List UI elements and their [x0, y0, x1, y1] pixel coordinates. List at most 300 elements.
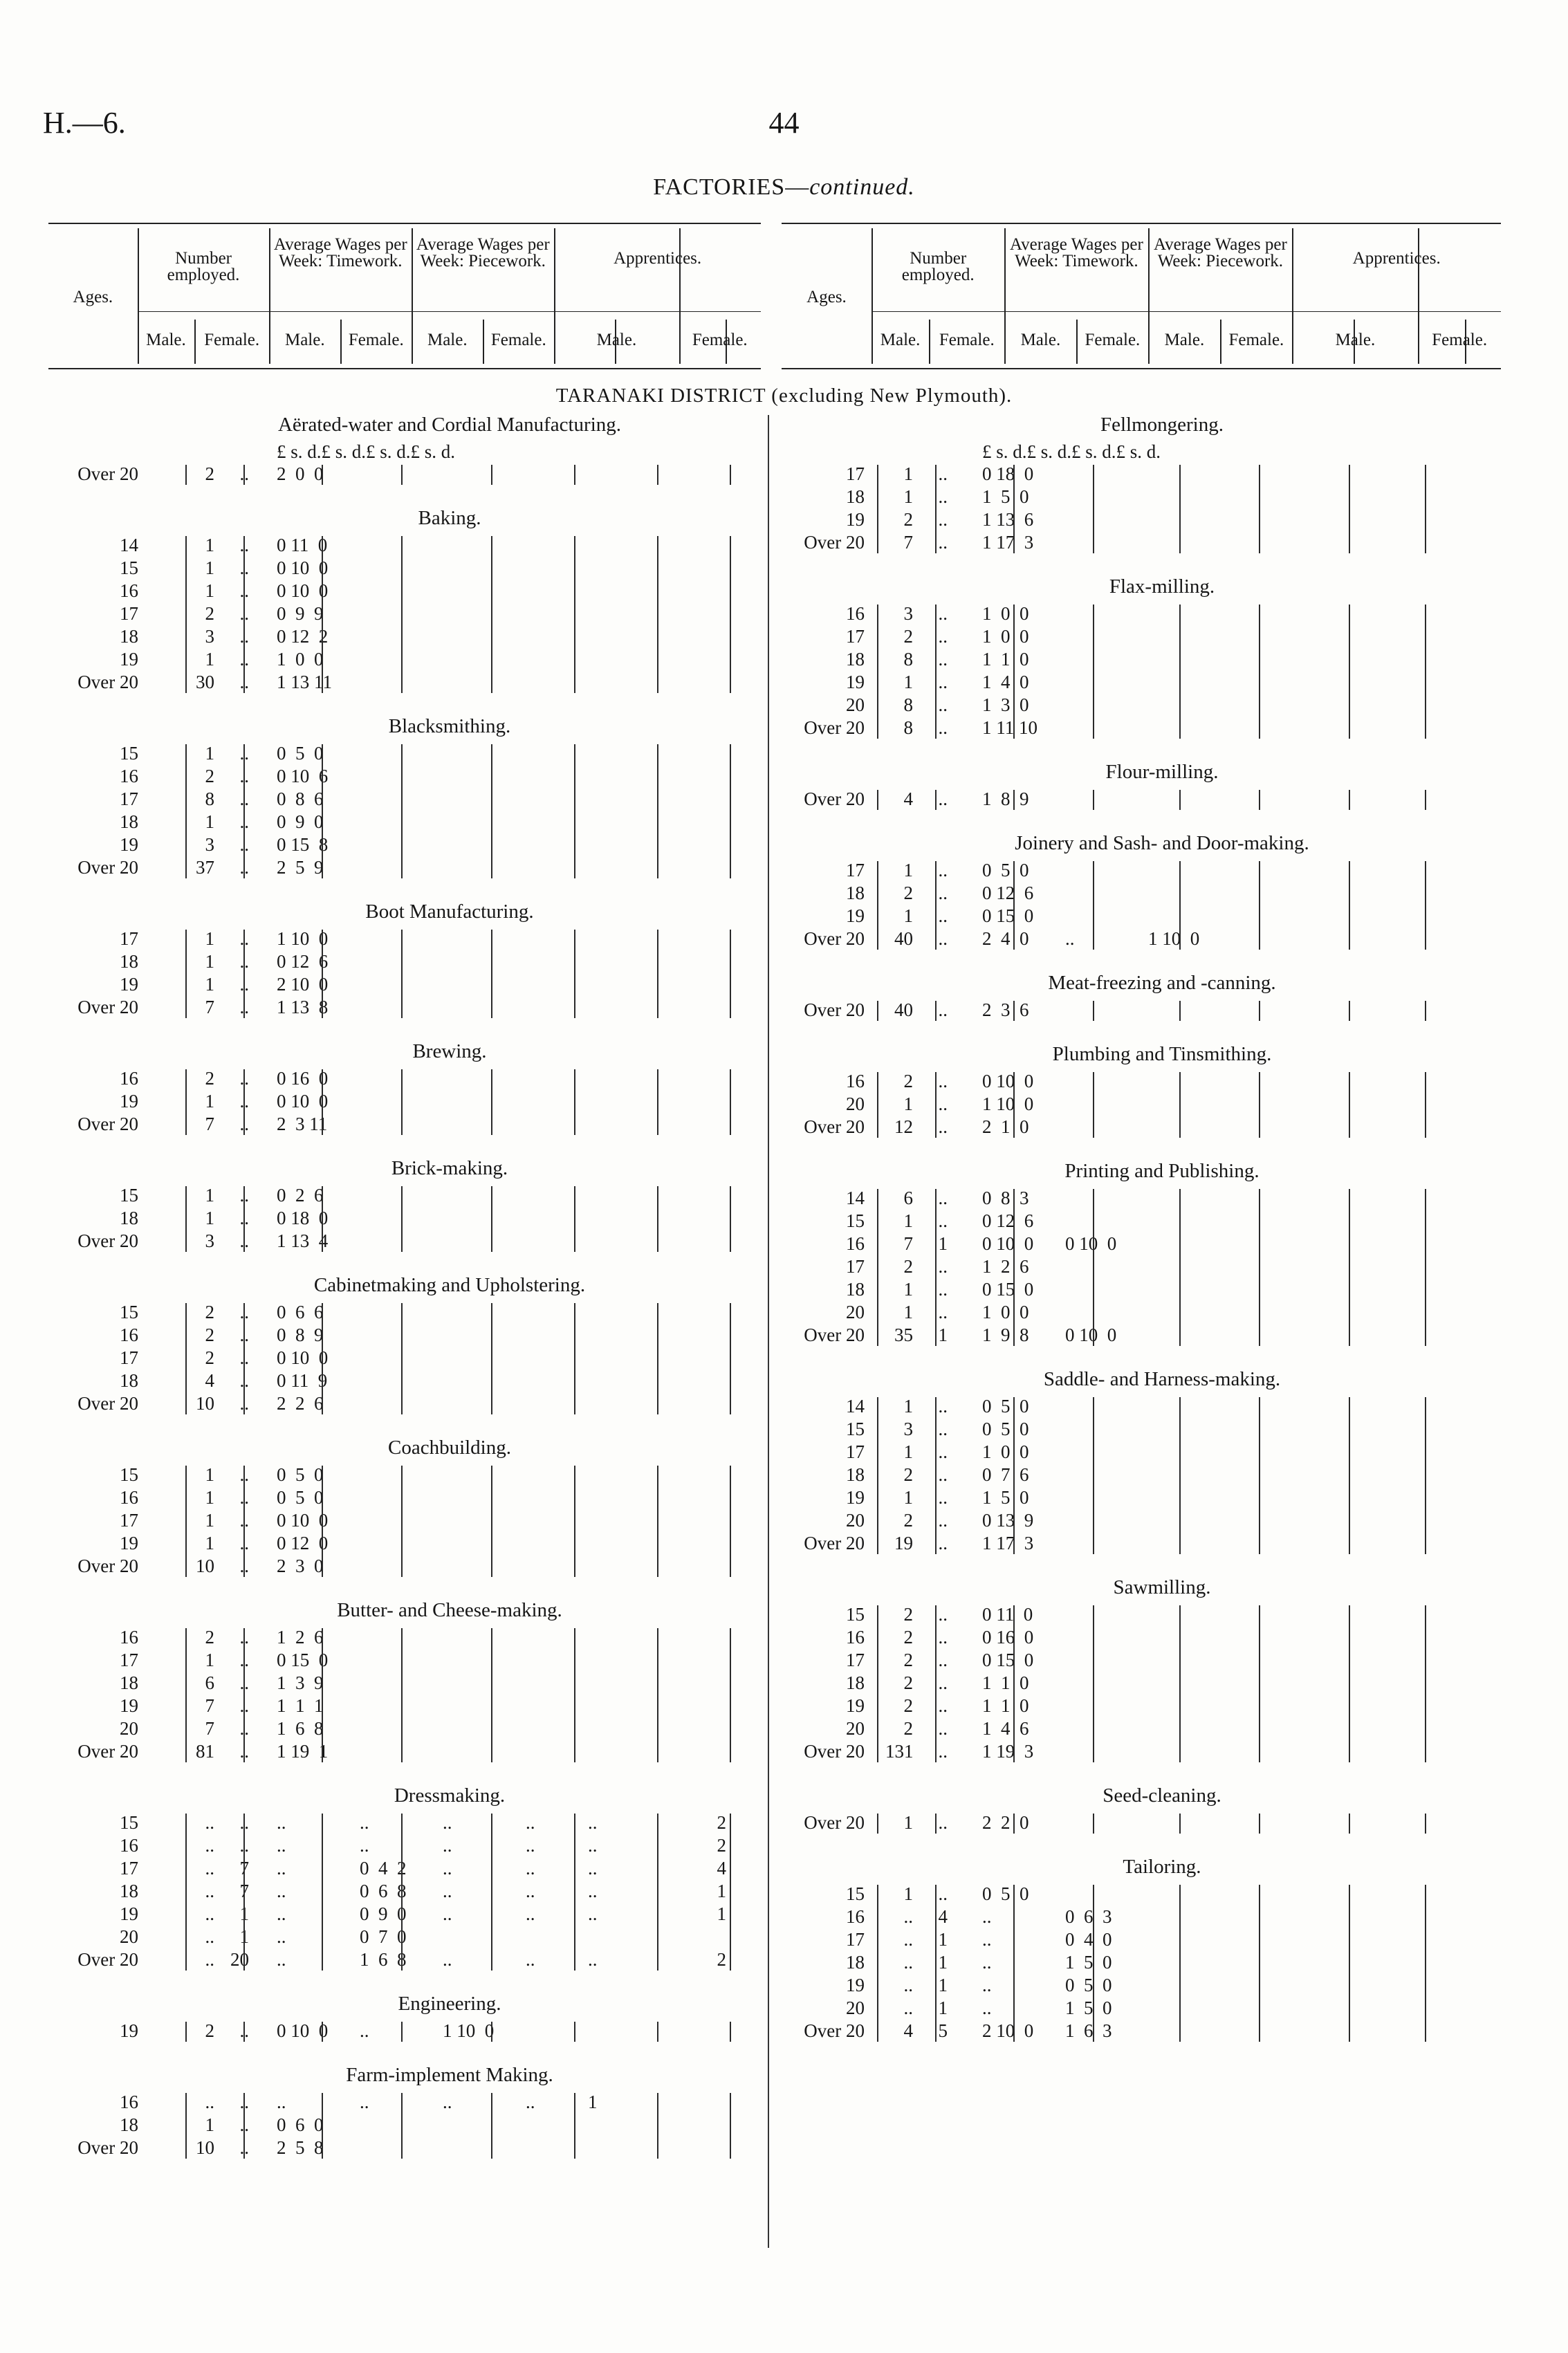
table-row [48, 811, 768, 834]
header-wages-timework: Average Wages per Week: Timework. [273, 235, 407, 270]
column-rule [491, 1466, 492, 1577]
table-row [775, 1929, 1494, 1952]
timework-male-cell: 1 8 9 [982, 788, 1029, 809]
age-cell: 18 [120, 1881, 138, 1901]
column-rule [243, 536, 245, 693]
column-rule [657, 1069, 658, 1135]
age-cell: 19 [120, 1533, 138, 1553]
column-rule [935, 1189, 937, 1346]
timework-male-cell: 0 11 0 [982, 1604, 1033, 1625]
column-rule [401, 930, 403, 1018]
table-row [775, 672, 1494, 694]
column-rule [1349, 790, 1350, 810]
column-rule [730, 2022, 731, 2042]
male-count-cell: 2 [205, 603, 214, 624]
table-row [775, 1487, 1494, 1510]
column-rule [322, 744, 323, 878]
age-cell: 19 [846, 1695, 865, 1716]
timework-male-cell: 1 0 0 [277, 649, 324, 670]
age-cell: 18 [846, 883, 865, 903]
header-apprentices: Apprentices. [614, 249, 702, 268]
male-count-cell: 19 [894, 1533, 913, 1553]
age-cell: 17 [846, 1256, 865, 1277]
column-rule [657, 2093, 658, 2159]
timework-male-cell: 0 5 0 [982, 1883, 1029, 1904]
table-row [775, 1396, 1494, 1419]
age-cell: 18 [846, 1464, 865, 1485]
male-count-cell: 2 [903, 1604, 913, 1625]
table-row [48, 1903, 768, 1926]
age-cell: 18 [846, 1279, 865, 1300]
timework-male-cell: 1 2 6 [982, 1256, 1029, 1277]
table-row [775, 649, 1494, 672]
column-rule [877, 1072, 878, 1138]
timework-male-cell: 2 5 9 [277, 857, 324, 878]
column-rule [657, 1814, 658, 1971]
male-count-cell: 1 [205, 928, 214, 949]
column-rule [657, 744, 658, 878]
female-count-cell: .. [239, 2137, 249, 2158]
column-rule [322, 536, 323, 693]
timework-male-cell: 0 10 0 [277, 580, 329, 601]
column-rule [1179, 1605, 1181, 1762]
female-count-cell: .. [938, 1487, 948, 1508]
column-rule [1179, 465, 1181, 553]
column-rule [1179, 1814, 1181, 1834]
timework-male-cell: 1 13 4 [277, 1230, 329, 1251]
male-count-cell: 30 [196, 672, 214, 692]
column-rule [401, 1303, 403, 1414]
apprentice-male-cell: .. [588, 1949, 598, 1970]
female-count-cell: .. [938, 1627, 948, 1648]
column-rule [1349, 1189, 1350, 1346]
column-rule [185, 2022, 187, 2042]
table-row [48, 1370, 768, 1393]
age-cell: 17 [846, 1929, 865, 1950]
male-count-cell: 12 [894, 1116, 913, 1137]
column-rule [1259, 1189, 1260, 1346]
age-cell: Over 20 [77, 1556, 138, 1576]
male-count-cell: 1 [205, 535, 214, 555]
female-count-cell: 4 [938, 1906, 948, 1927]
column-rule [935, 1605, 937, 1762]
age-cell: Over 20 [804, 1325, 865, 1345]
male-count-cell: 1 [205, 580, 214, 601]
column-rule [1425, 1605, 1426, 1762]
header-male: Male. [284, 331, 325, 349]
timework-male-cell: 2 5 8 [277, 2137, 324, 2158]
timework-male-cell: 2 3 0 [277, 1556, 324, 1576]
title-continued: continued. [809, 174, 915, 200]
column-rule [401, 536, 403, 693]
apprentice-female-cell: 2 [717, 1949, 726, 1970]
piecework-male-cell: .. [443, 1881, 452, 1901]
table-row [48, 788, 768, 811]
table-row [48, 1741, 768, 1764]
female-count-cell: .. [938, 694, 948, 715]
column-rule [1425, 1072, 1426, 1138]
timework-male-cell: 1 2 6 [277, 1627, 324, 1648]
table-row [48, 1650, 768, 1672]
age-cell: 18 [120, 1208, 138, 1228]
column-rule [1259, 465, 1260, 553]
table-row [48, 557, 768, 580]
table-row [48, 2092, 768, 2114]
timework-male-cell: 1 17 3 [982, 532, 1034, 553]
timework-male-cell: 2 3 11 [277, 1114, 328, 1134]
column-rule [322, 1186, 323, 1252]
column-rule [243, 1466, 245, 1577]
table-row [775, 860, 1494, 883]
table-row [775, 905, 1494, 928]
male-count-cell: 10 [196, 1556, 214, 1576]
male-count-cell: 40 [894, 928, 913, 949]
male-count-cell: 2 [903, 1718, 913, 1739]
column-rule [322, 2093, 323, 2159]
apprentice-male-cell: .. [588, 1812, 598, 1833]
timework-male-cell: .. [277, 1949, 286, 1970]
female-count-cell: 1 [938, 1975, 948, 1995]
age-cell: 16 [120, 2092, 138, 2112]
section-title: Brewing. [412, 1040, 487, 1062]
female-count-cell: .. [938, 860, 948, 880]
male-count-cell: 7 [205, 997, 214, 1017]
column-rule [1259, 1397, 1260, 1554]
timework-male-cell: 0 8 3 [982, 1188, 1029, 1208]
piecework-male-cell: .. [443, 1903, 452, 1924]
column-rule [243, 2022, 245, 2042]
section-title: Baking. [418, 507, 481, 529]
female-count-cell: .. [239, 766, 249, 786]
table-row [775, 1718, 1494, 1741]
column-rule [491, 2022, 492, 2042]
age-cell: 17 [120, 1858, 138, 1879]
section-title: Joinery and Sash- and Door-making. [1015, 832, 1309, 854]
section-title: Saddle- and Harness-making. [1043, 1368, 1281, 1390]
age-cell: 17 [120, 1650, 138, 1670]
timework-male-cell: 1 13 8 [277, 997, 329, 1017]
column-rule [877, 1001, 878, 1021]
timework-female-cell: 0 6 3 [1065, 1906, 1112, 1927]
table-row [775, 1464, 1494, 1487]
age-cell: 16 [120, 1627, 138, 1648]
age-cell: Over 20 [804, 717, 865, 738]
female-count-cell: .. [938, 1604, 948, 1625]
section-title: Coachbuilding. [387, 1437, 511, 1459]
male-count-cell: 1 [903, 486, 913, 507]
column-rule [574, 1069, 575, 1135]
female-count-cell: .. [938, 928, 948, 949]
section-title: Farm-implement Making. [346, 2064, 553, 2086]
female-count-cell: .. [239, 1185, 249, 1206]
timework-male-cell: .. [982, 1952, 992, 1973]
female-count-cell: .. [239, 1370, 249, 1391]
column-rule [730, 1303, 731, 1414]
column-rule [491, 465, 492, 485]
column-rule [1349, 1072, 1350, 1138]
column-rule [877, 1605, 878, 1762]
column-rule [185, 1466, 187, 1577]
timework-female-cell: 1 6 8 [360, 1949, 407, 1970]
timework-male-cell: 0 2 6 [277, 1185, 324, 1206]
timework-male-cell: 0 11 9 [277, 1370, 328, 1391]
timework-male-cell: 0 12 6 [982, 883, 1034, 903]
header-female: Female. [1432, 331, 1488, 349]
column-rule [185, 1069, 187, 1135]
timework-female-cell: 1 5 0 [1065, 1952, 1112, 1973]
male-count-cell: 1 [205, 1185, 214, 1206]
male-count-cell: .. [903, 1906, 913, 1927]
age-cell: Over 20 [804, 928, 865, 949]
age-cell: 16 [846, 603, 865, 624]
column-rule [574, 536, 575, 693]
table-row [48, 1718, 768, 1741]
column-rule [1425, 1397, 1426, 1554]
table-row [48, 834, 768, 857]
age-cell: Over 20 [77, 1741, 138, 1762]
timework-male-cell: 0 10 0 [277, 1347, 329, 1368]
column-rule [1093, 1072, 1094, 1138]
header-wages-piecework: Average Wages per Week: Piecework. [416, 235, 550, 270]
age-cell: 18 [120, 626, 138, 647]
column-rule [877, 790, 878, 810]
column-rule [1259, 1072, 1260, 1138]
female-count-cell: .. [239, 951, 249, 972]
age-cell: 15 [120, 1185, 138, 1206]
male-count-cell: .. [903, 1997, 913, 2018]
table-row [48, 1464, 768, 1487]
age-cell: Over 20 [77, 857, 138, 878]
male-count-cell: 4 [903, 2020, 913, 2041]
table-row [48, 1858, 768, 1881]
header-male: Male. [1020, 331, 1061, 349]
table-row [775, 603, 1494, 626]
age-cell: 19 [846, 1975, 865, 1995]
header-male: Male. [1164, 331, 1205, 349]
timework-male-cell: 1 13 6 [982, 509, 1034, 530]
female-count-cell: .. [239, 1627, 249, 1648]
female-count-cell: .. [239, 1533, 249, 1553]
table-row [48, 997, 768, 1019]
piecework-female-cell: .. [526, 1903, 535, 1924]
column-rule [574, 1466, 575, 1577]
column-rule [1093, 1814, 1094, 1834]
section-title: Flax-milling. [1109, 575, 1215, 598]
timework-male-cell: 1 17 3 [982, 1533, 1034, 1553]
table-row [775, 1650, 1494, 1672]
male-count-cell: 2 [903, 1650, 913, 1670]
timework-male-cell: 1 3 9 [277, 1672, 324, 1693]
column-rule [1013, 1885, 1015, 2042]
age-cell: 16 [120, 1068, 138, 1089]
age-cell: 19 [846, 1487, 865, 1508]
female-count-cell: .. [239, 1464, 249, 1485]
column-rule [1259, 605, 1260, 739]
age-cell: 19 [846, 672, 865, 692]
timework-male-cell: 1 1 0 [982, 649, 1029, 670]
timework-male-cell: 0 5 0 [982, 1419, 1029, 1439]
female-count-cell: .. [239, 1835, 249, 1856]
female-count-cell: 7 [239, 1858, 249, 1879]
timework-female-cell: .. [360, 1835, 369, 1856]
male-count-cell: 2 [903, 1627, 913, 1648]
female-count-cell: 5 [938, 2020, 948, 2041]
column-rule [1179, 1189, 1181, 1346]
table-row [775, 1188, 1494, 1210]
table-row [48, 672, 768, 694]
age-cell: Over 20 [804, 788, 865, 809]
female-count-cell: .. [239, 1114, 249, 1134]
table-row [48, 1325, 768, 1347]
timework-male-cell: .. [277, 2092, 286, 2112]
column-rule [730, 930, 731, 1018]
male-count-cell: 10 [196, 2137, 214, 2158]
timework-female-cell: .. [360, 1812, 369, 1833]
table-row [48, 1556, 768, 1578]
age-cell: Over 20 [77, 2137, 138, 2158]
column-rule [1093, 790, 1094, 810]
female-count-cell: 1 [239, 1926, 249, 1947]
column-rule [935, 1001, 937, 1021]
column-header-left [48, 223, 761, 369]
male-count-cell: 1 [205, 743, 214, 764]
column-rule [657, 1303, 658, 1414]
column-rule [574, 930, 575, 1018]
column-rule [730, 536, 731, 693]
timework-male-cell: .. [277, 1926, 286, 1947]
table-row [48, 603, 768, 626]
table-row [48, 1091, 768, 1114]
header-female: Female. [1228, 331, 1284, 349]
male-count-cell: 2 [205, 1627, 214, 1648]
column-rule [877, 465, 878, 553]
table-row [775, 1441, 1494, 1464]
age-cell: 18 [846, 649, 865, 670]
female-count-cell: .. [938, 509, 948, 530]
female-count-cell: .. [938, 1396, 948, 1417]
female-count-cell: .. [938, 603, 948, 624]
column-rule [1013, 1814, 1015, 1834]
male-count-cell: 2 [205, 1347, 214, 1368]
timework-male-cell: 1 0 0 [982, 1441, 1029, 1462]
column-rule [574, 2093, 575, 2159]
table-row [775, 883, 1494, 905]
age-cell: 19 [120, 649, 138, 670]
apprentice-male-cell: 1 [588, 2092, 598, 2112]
table-row [775, 999, 1494, 1022]
female-count-cell: 1 [938, 1325, 948, 1345]
age-cell: 19 [120, 1091, 138, 1111]
timework-male-cell: 1 9 8 [982, 1325, 1029, 1345]
female-count-cell: .. [938, 788, 948, 809]
column-rule [935, 1885, 937, 2042]
female-count-cell: .. [239, 1091, 249, 1111]
age-cell: 17 [120, 928, 138, 949]
timework-male-cell: 0 5 0 [277, 743, 324, 764]
age-cell: Over 20 [77, 672, 138, 692]
column-rule [1425, 465, 1426, 553]
timework-male-cell: 1 1 1 [277, 1695, 324, 1716]
age-cell: 18 [120, 1370, 138, 1391]
timework-male-cell: 1 0 0 [982, 626, 1029, 647]
male-count-cell: 2 [903, 1695, 913, 1716]
timework-female-cell: 0 4 2 [360, 1858, 407, 1879]
male-count-cell: 8 [205, 788, 214, 809]
table-row [48, 1835, 768, 1858]
column-rule [243, 465, 245, 485]
timework-male-cell: 0 10 0 [277, 1091, 329, 1111]
piecework-male-cell: .. [443, 1949, 452, 1970]
timework-female-cell: 1 5 0 [1065, 1997, 1112, 2018]
timework-male-cell: 0 13 9 [982, 1510, 1034, 1531]
age-cell: Over 20 [804, 1741, 865, 1762]
column-rule [1425, 1001, 1426, 1021]
female-count-cell: .. [239, 1487, 249, 1508]
female-count-cell: .. [938, 1695, 948, 1716]
male-count-cell: 2 [903, 1510, 913, 1531]
female-count-cell: .. [239, 2020, 249, 2041]
male-count-cell: .. [205, 1926, 214, 1947]
table-row [775, 2020, 1494, 2043]
timework-female-cell: 0 6 8 [360, 1881, 407, 1901]
female-count-cell: 20 [230, 1949, 249, 1970]
female-count-cell: .. [938, 1533, 948, 1553]
table-row [48, 626, 768, 649]
female-count-cell: .. [938, 1071, 948, 1091]
column-rule [1093, 1397, 1094, 1554]
timework-male-cell: 1 1 0 [982, 1672, 1029, 1693]
male-count-cell: 1 [903, 905, 913, 926]
age-cell: 16 [846, 1627, 865, 1648]
column-rule [401, 1628, 403, 1762]
timework-female-cell: 0 4 0 [1065, 1929, 1112, 1950]
column-rule [185, 1628, 187, 1762]
female-count-cell: .. [239, 788, 249, 809]
female-count-cell: .. [938, 999, 948, 1020]
timework-male-cell: 0 15 8 [277, 834, 329, 855]
column-rule [1349, 1885, 1350, 2042]
column-rule [243, 930, 245, 1018]
column-rule [322, 1069, 323, 1135]
header-female: Female. [204, 331, 260, 349]
female-count-cell: .. [239, 649, 249, 670]
male-count-cell: 1 [903, 860, 913, 880]
male-count-cell: .. [903, 1929, 913, 1950]
column-rule [730, 2093, 731, 2159]
age-cell: 17 [846, 463, 865, 484]
table-row [775, 928, 1494, 951]
section-title: Engineering. [398, 1993, 501, 2015]
table-row [48, 463, 768, 486]
male-count-cell: 6 [903, 1188, 913, 1208]
male-count-cell: 6 [205, 1672, 214, 1693]
table-row [775, 1672, 1494, 1695]
header-subrule [871, 311, 1501, 312]
male-count-cell: 1 [205, 1533, 214, 1553]
female-count-cell: .. [239, 557, 249, 578]
female-count-cell: .. [938, 1419, 948, 1439]
timework-male-cell: 1 5 0 [982, 486, 1029, 507]
timework-male-cell: 1 4 6 [982, 1718, 1029, 1739]
section-title: Seed-cleaning. [1103, 1784, 1221, 1807]
female-count-cell: .. [938, 1256, 948, 1277]
age-cell: 15 [120, 1302, 138, 1322]
header-number-employed: Number employed. [167, 249, 240, 284]
timework-male-cell: 1 4 0 [982, 672, 1029, 692]
timework-male-cell: 0 18 0 [277, 1208, 329, 1228]
header-female: Female. [490, 331, 546, 349]
age-cell: 19 [120, 1903, 138, 1924]
